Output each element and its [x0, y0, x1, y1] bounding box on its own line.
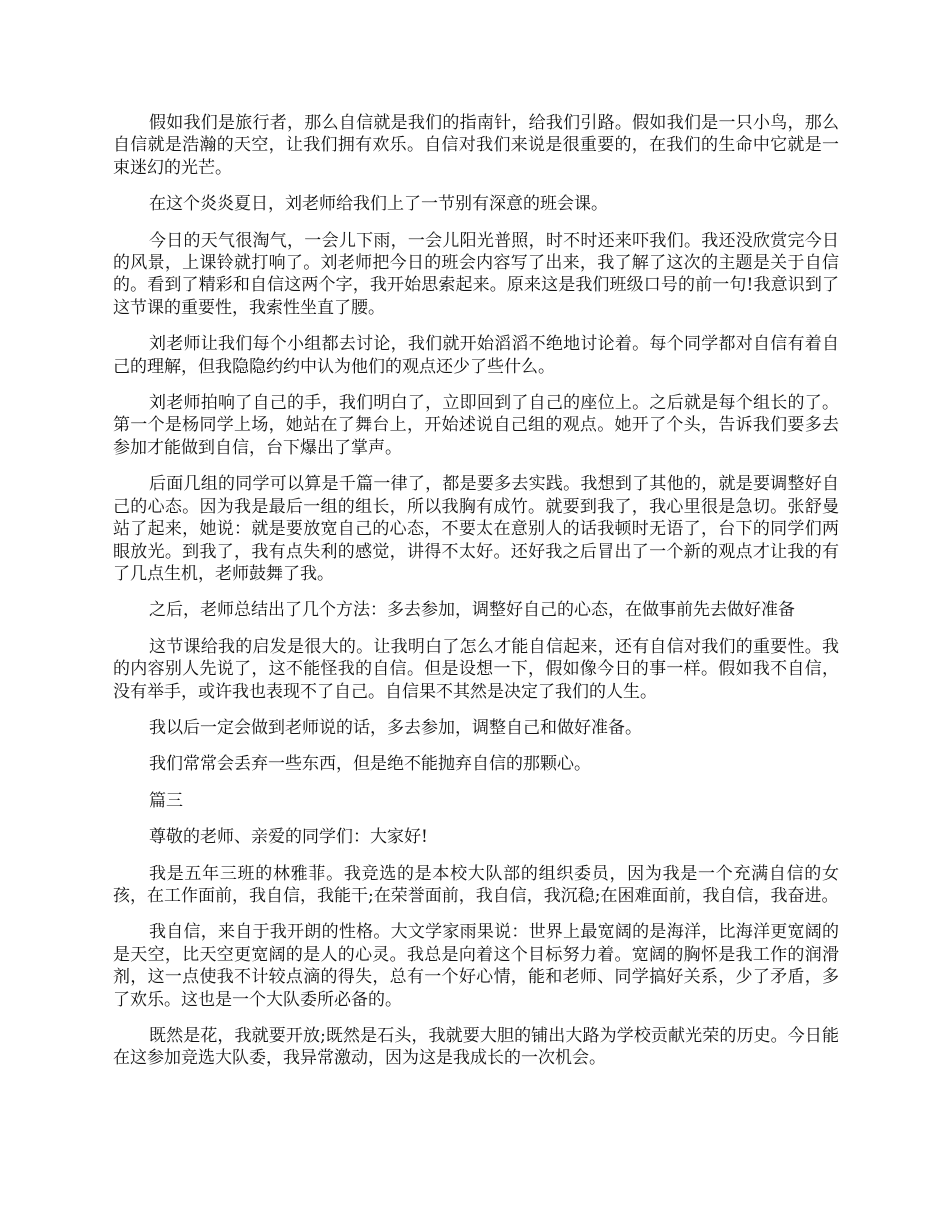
paragraph: 今日的天气很淘气，一会儿下雨，一会儿阳光普照，时不时还来吓我们。我还没欣赏完今日的风景，上课铃就打响了。刘老师把今日的班会内容写了出来，我了解了这次的主题是关于自信的。看到了精彩和自信这两个字，我开始思索起来。原来这是我们班级口号的前一句!我意识到了这节课的重要性，我索性坐直了腰。 — [113, 230, 839, 318]
salutation: 尊敬的老师、亲爱的同学们：大家好! — [149, 827, 428, 848]
paragraph: 刘老师让我们每个小组都去讨论，我们就开始滔滔不绝地讨论着。每个同学都对自信有着自己的理解，但我隐隐约约中认为他们的观点还少了些什么。 — [113, 334, 839, 377]
paragraph: 既然是花，我就要开放;既然是石头，我就要大胆的铺出大路为学校贡献光荣的历史。今日能在这参加竞选大队委，我异常激动，因为这是我成长的一次机会。 — [113, 1026, 839, 1069]
paragraph: 我以后一定会做到老师说的话，多去参加，调整自己和做好准备。 — [149, 717, 642, 738]
paragraph: 假如我们是旅行者，那么自信就是我们的指南针，给我们引路。假如我们是一只小鸟，那么自信就是浩瀚的天空，让我们拥有欢乐。自信对我们来说是很重要的，在我们的生命中它就是一束迷幻的光芒。 — [113, 113, 839, 178]
paragraph: 我是五年三班的林雅菲。我竞选的是本校大队部的组织委员，因为我是一个充满自信的女孩，在工作面前，我自信，我能干;在荣誉面前，我自信，我沉稳;在困难面前，我自信，我奋进。 — [113, 863, 839, 906]
paragraph: 后面几组的同学可以算是千篇一律了，都是要多去实践。我想到了其他的，就是要调整好自己的心态。因为我是最后一组的组长，所以我胸有成竹。就要到我了，我心里很是急切。张舒曼站了起来，她说：就是要放宽自己的心态，不要太在意别人的话我顿时无语了，台下的同学们两眼放光。到我了，我有点失利的感觉，讲得不太好。还好我之后冒出了一个新的观点才让我的有了几点生机，老师鼓舞了我。 — [113, 474, 839, 584]
paragraph: 刘老师拍响了自己的手，我们明白了，立即回到了自己的座位上。之后就是每个组长的了。第一个是杨同学上场，她站在了舞台上，开始述说自己组的观点。她开了个头，告诉我们要多去参加才能做到自信，台下爆出了掌声。 — [113, 393, 839, 458]
paragraph: 这节课给我的启发是很大的。让我明白了怎么才能自信起来，还有自信对我们的重要性。我的内容别人先说了，这不能怪我的自信。但是设想一下，假如像今日的事一样。假如我不自信，没有举手，或许我也表现不了自己。自信果不其然是决定了我们的人生。 — [113, 636, 839, 702]
paragraph: 我们常常会丢弃一些东西，但是绝不能抛弃自信的那颗心。 — [149, 754, 591, 775]
paragraph: 之后，老师总结出了几个方法：多去参加，调整好自己的心态，在做事前先去做好准备 — [149, 600, 795, 621]
paragraph: 在这个炎炎夏日，刘老师给我们上了一节别有深意的班会课。 — [149, 194, 608, 215]
paragraph: 我自信，来自于我开朗的性格。大文学家雨果说：世界上最宽阔的是海洋，比海洋更宽阔的是天空，比天空更宽阔的是人的心灵。我总是向着这个目标努力着。宽阔的胸怀是我工作的润滑剂，这一点使我不计较点滴的得失，总有一个好心情，能和老师、同学搞好关系，少了矛盾，多了欢乐。这也是一个大队委所必备的。 — [113, 922, 839, 1010]
document-body — [113, 112, 839, 1084]
section-heading: 篇三 — [149, 790, 183, 811]
